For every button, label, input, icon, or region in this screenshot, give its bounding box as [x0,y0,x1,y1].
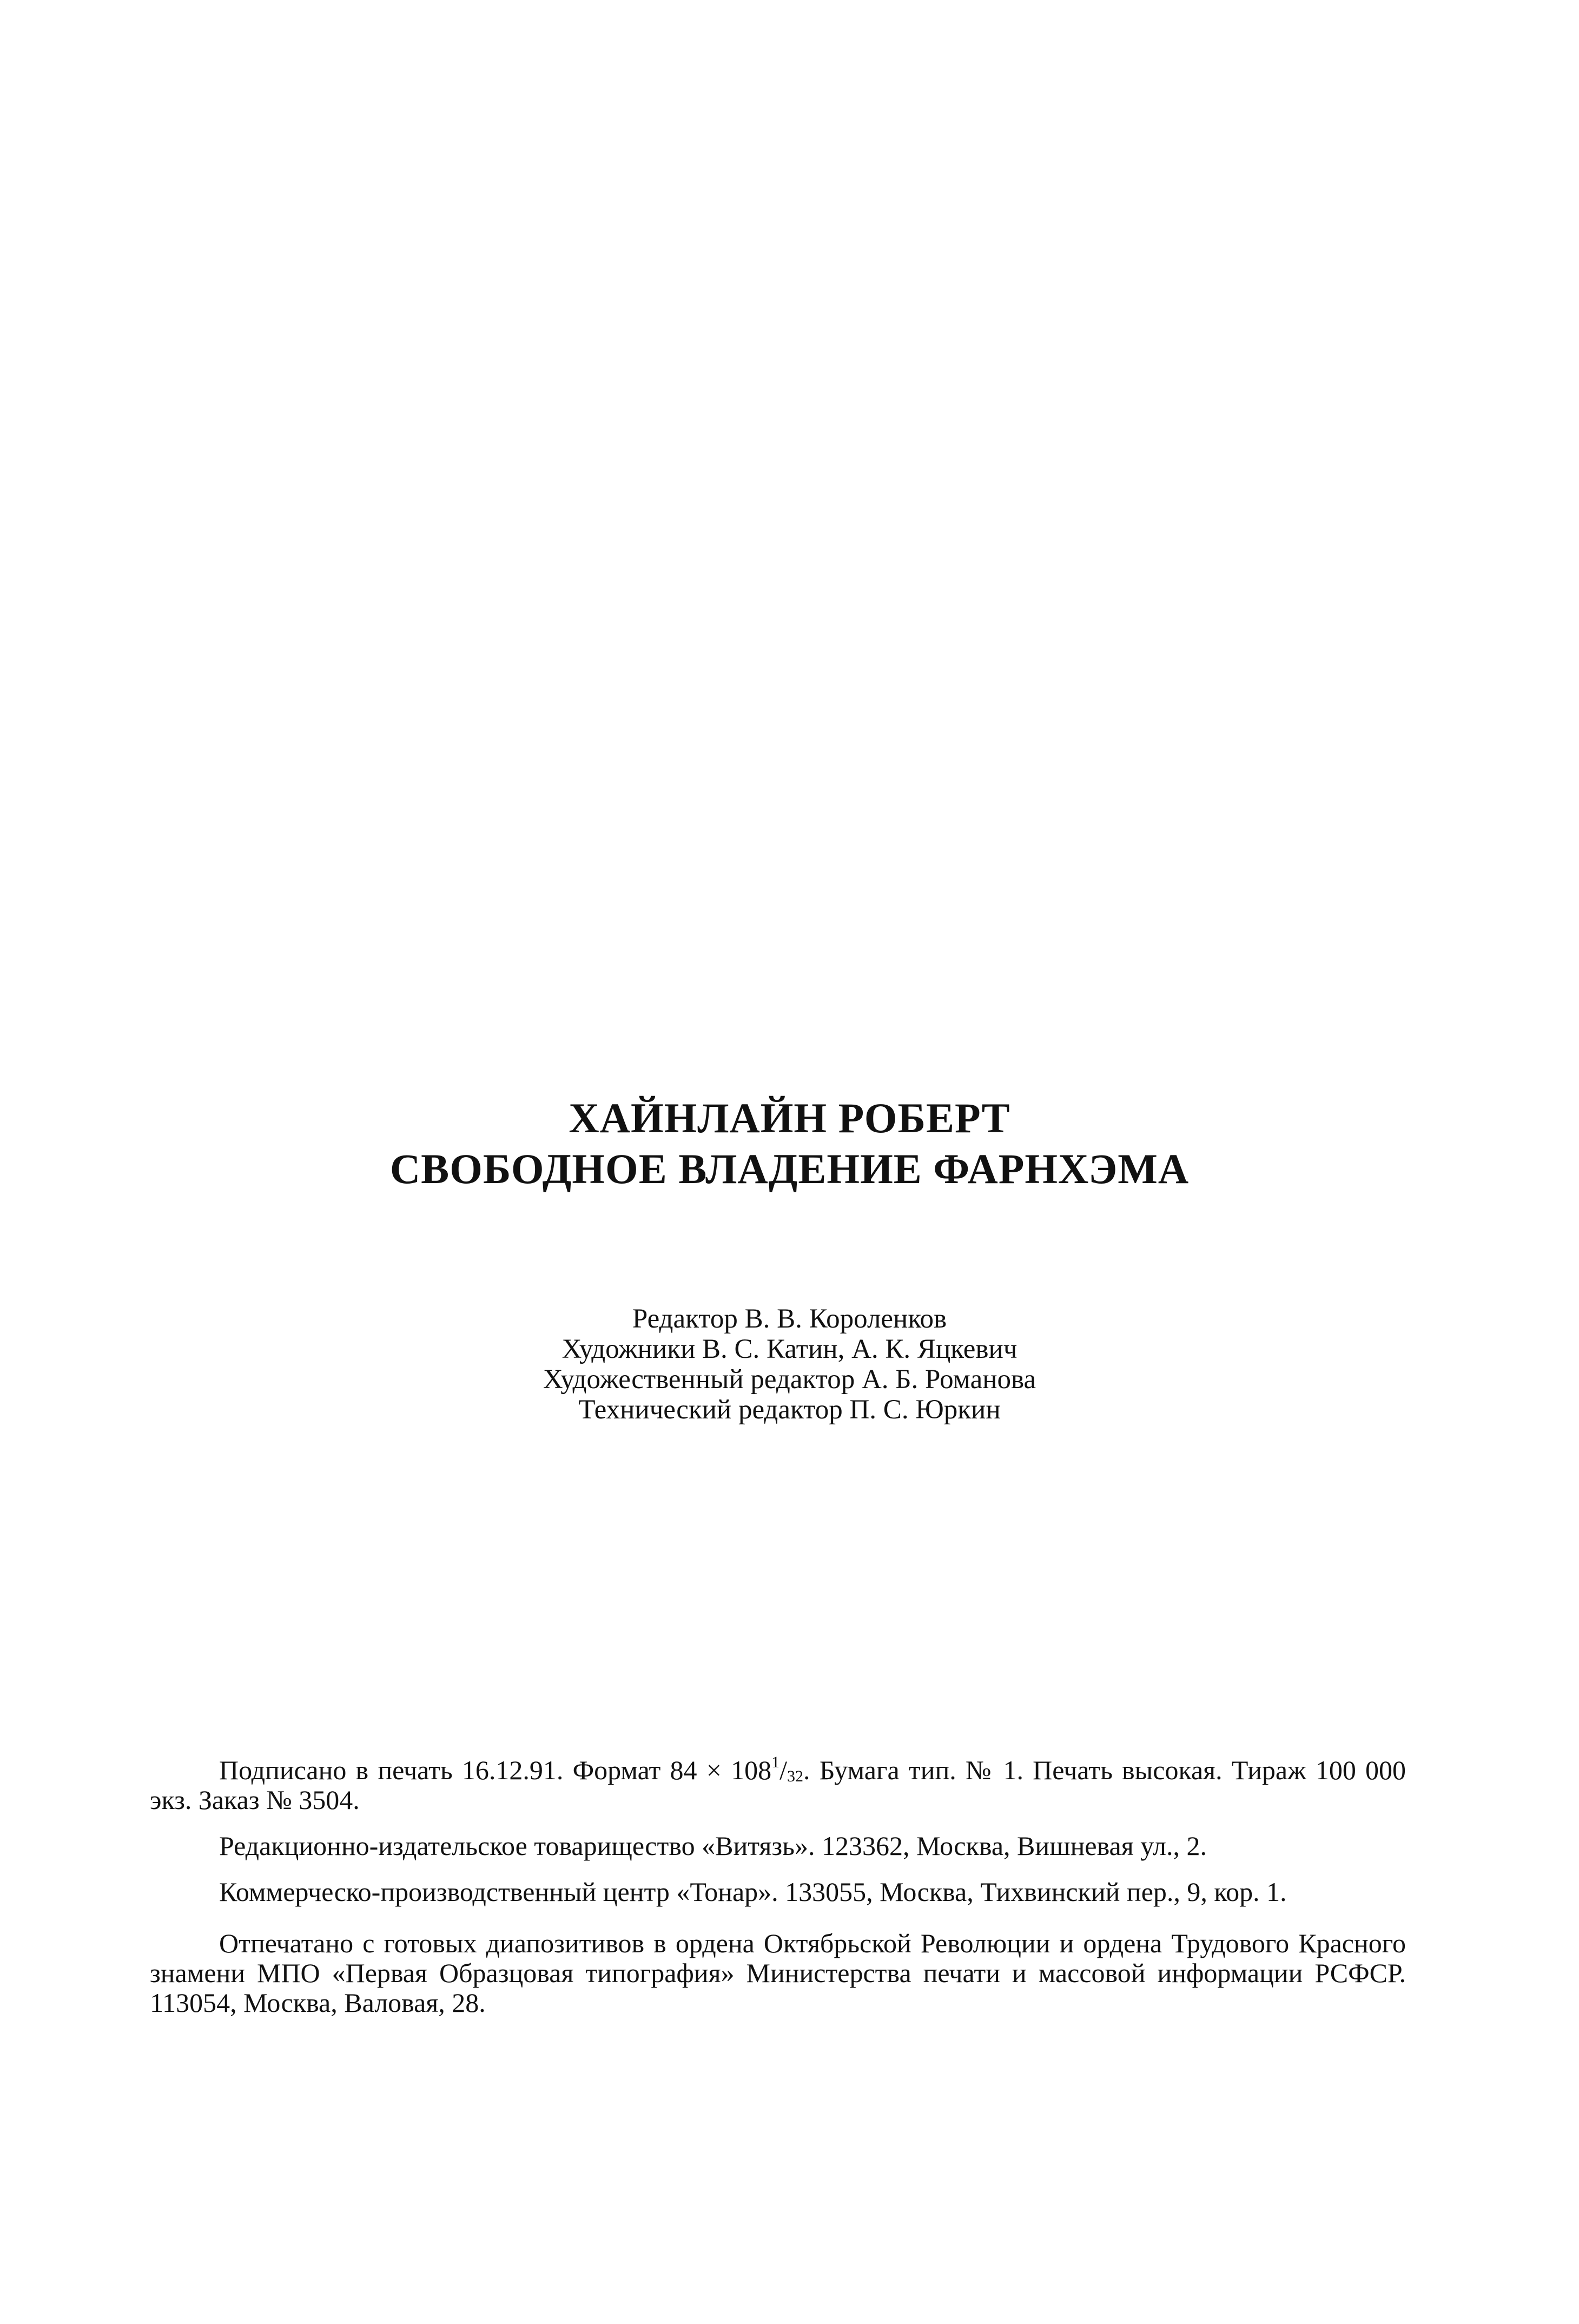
title-block [0,1093,1579,1194]
format-superscript: 1 [771,1753,780,1771]
imprint-block [150,1755,1406,2018]
imprint-printed: Отпечатано с готовых диапозитивов в ордена Октябрьской Революции и ордена Трудового Красного знамени МПО «Первая Образцовая типография» Министерства печати и массовой информации РСФСР. 113054, Москва, Валовая, 28. [150,1928,1406,2018]
imprint-signed-suffix: . Бумага тип. № 1. Печать высокая. Тираж 100 000 экз. Заказ № 3504. [150,1755,1406,1815]
format-subscript: 32 [787,1767,804,1785]
book-title: СВОБОДНОЕ ВЛАДЕНИЕ ФАРНХЭМА [389,1145,1190,1192]
credit-art-editor: Художественный редактор А. Б. Романова [543,1364,1036,1395]
imprint-center: Коммерческо-производственный центр «Тонар». 133055, Москва, Тихвинский пер., 9, кор. 1. [219,1877,1287,1907]
imprint-signed-prefix: Подписано в печать 16.12.91. Формат 84 × 108 [219,1755,772,1785]
imprint-publisher: Редакционно-издательское товарищество «Витязь». 123362, Москва, Вишневая ул., 2. [219,1831,1207,1861]
credit-illustrators: Художники В. С. Катин, А. К. Яцкевич [561,1334,1018,1364]
credits-block [0,1304,1579,1425]
credit-tech-editor: Технический редактор П. С. Юркин [578,1395,1001,1425]
author-title: ХАЙНЛАЙН РОБЕРТ [569,1094,1010,1141]
credit-editor: Редактор В. В. Короленков [632,1304,947,1334]
imprint-signed: Подписано в печать 16.12.91. Формат $84 \times 108^1/_{32}$. Бумага тип. № 1. Печать высокая. Тираж 100 000 экз. Заказ № 3504. [150,1753,1406,1815]
